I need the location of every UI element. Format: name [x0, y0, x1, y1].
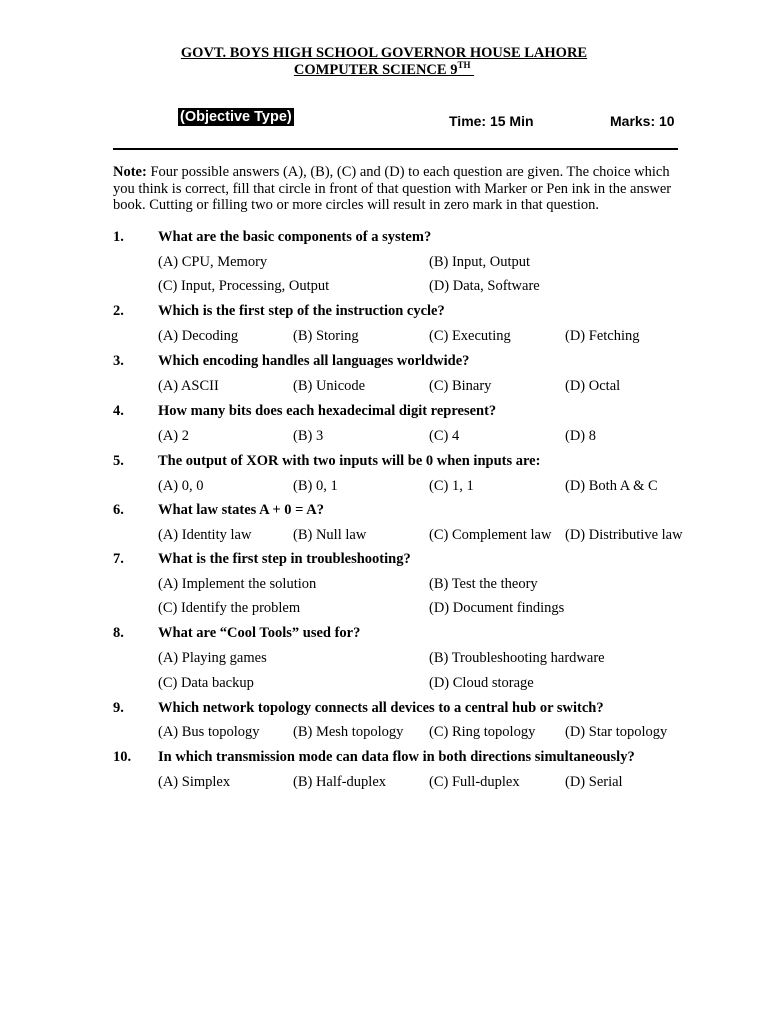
note-text: Four possible answers (A), (B), (C) and (D) to each question are given. The choice which you think is correct, fill that circle in front of that question with Marker or Pen ink in the answer book. Cutting or filling two or more circles will result in zero mark in that question. — [113, 164, 672, 214]
option-d: (D) Both A & C — [565, 478, 658, 494]
header-divider — [113, 148, 678, 150]
option-a: (A) 2 — [158, 428, 190, 444]
option-c: (C) Identify the problem — [158, 600, 301, 616]
question-number: 10. — [113, 749, 132, 765]
question-text: What are “Cool Tools” used for? — [158, 625, 361, 641]
question-number: 7. — [113, 551, 124, 567]
option-c: (C) 1, 1 — [429, 478, 474, 494]
option-a: (A) Simplex — [158, 774, 231, 790]
question-text: What law states A + 0 = A? — [158, 502, 324, 518]
question-number: 4. — [113, 403, 124, 419]
question-text: Which network topology connects all devices to a central hub or switch? — [158, 700, 604, 716]
option-b: (B) 0, 1 — [293, 478, 338, 494]
grade-superscript: TH — [457, 60, 471, 70]
option-b: (B) Half-duplex — [293, 774, 387, 790]
option-d: (D) Octal — [565, 378, 621, 394]
option-c: (C) Input, Processing, Output — [158, 278, 330, 294]
option-a: (A) Implement the solution — [158, 576, 317, 592]
option-d: (D) Serial — [565, 774, 623, 790]
option-c: (C) Complement law — [429, 527, 552, 543]
option-d: (D) Distributive law — [565, 527, 683, 543]
option-b: (B) Null law — [293, 527, 367, 543]
option-b: (B) Test the theory — [429, 576, 538, 592]
question-text: How many bits does each hexadecimal digit represent? — [158, 403, 497, 419]
option-a: (A) Decoding — [158, 328, 239, 344]
option-a: (A) Bus topology — [158, 724, 260, 740]
option-b: (B) Mesh topology — [293, 724, 404, 740]
question-number: 6. — [113, 502, 124, 518]
question-text: What is the first step in troubleshooting? — [158, 551, 411, 567]
option-b: (B) Unicode — [293, 378, 366, 394]
option-a: (A) Identity law — [158, 527, 252, 543]
option-a: (A) Playing games — [158, 650, 267, 666]
option-b: (B) Troubleshooting hardware — [429, 650, 605, 666]
option-a: (A) ASCII — [158, 378, 219, 394]
option-d: (D) Star topology — [565, 724, 668, 740]
question-number: 2. — [113, 303, 124, 319]
question-number: 3. — [113, 353, 124, 369]
option-c: (C) Full-duplex — [429, 774, 520, 790]
subject-title: COMPUTER SCIENCE 9TH — [293, 60, 471, 78]
option-c: (C) Executing — [429, 328, 511, 344]
instructions-note — [113, 164, 673, 214]
option-b: (B) Input, Output — [429, 254, 531, 270]
question-number: 5. — [113, 453, 124, 469]
option-b: (B) Storing — [293, 328, 359, 344]
note-label: Note: — [113, 164, 147, 180]
option-d: (D) Fetching — [565, 328, 640, 344]
question-number: 1. — [113, 229, 124, 245]
paper-type-label: (Objective Type) — [180, 109, 292, 125]
option-d: (D) 8 — [565, 428, 597, 444]
question-text: What are the basic components of a system? — [158, 229, 432, 245]
option-b: (B) 3 — [293, 428, 324, 444]
time-label: Time: 15 Min — [449, 113, 534, 129]
question-text: In which transmission mode can data flow in both directions simultaneously? — [158, 749, 635, 765]
option-c: (C) Binary — [429, 378, 492, 394]
option-c: (C) Data backup — [158, 675, 254, 691]
option-d: (D) Cloud storage — [429, 675, 534, 691]
option-c: (C) Ring topology — [429, 724, 536, 740]
option-a: (A) 0, 0 — [158, 478, 204, 494]
question-text: The output of XOR with two inputs will be 0 when inputs are: — [158, 453, 541, 469]
question-number: 9. — [113, 700, 124, 716]
marks-label: Marks: 10 — [610, 113, 675, 129]
option-d: (D) Data, Software — [429, 278, 540, 294]
question-text: Which encoding handles all languages worldwide? — [158, 353, 470, 369]
question-text: Which is the first step of the instruction cycle? — [158, 303, 445, 319]
question-number: 8. — [113, 625, 124, 641]
option-c: (C) 4 — [429, 428, 460, 444]
option-a: (A) CPU, Memory — [158, 254, 268, 270]
school-name: GOVT. BOYS HIGH SCHOOL GOVERNOR HOUSE LAHORE — [180, 45, 588, 61]
option-d: (D) Document findings — [429, 600, 565, 616]
